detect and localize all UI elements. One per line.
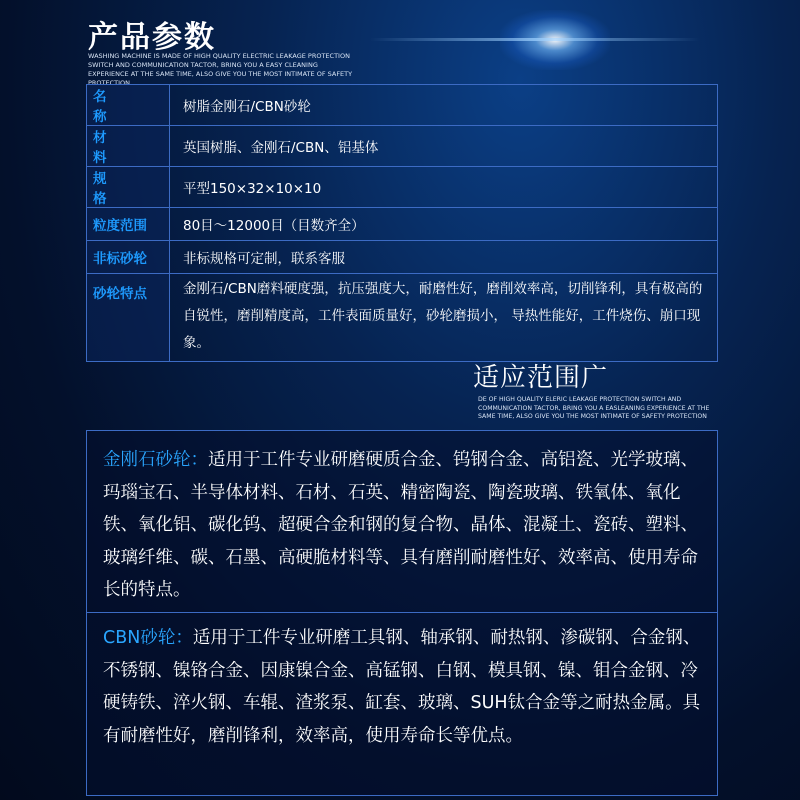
param-value: 平型150×32×10×10 (170, 167, 718, 208)
table-row (87, 241, 718, 274)
params-table (86, 84, 718, 362)
page-subtitle: WASHING MACHINE IS MADE OF HIGH QUALITY ELECTRIC LEAKAGE PROTECTION SWITCH AND COMMUNICATION TACTOR, BRING YOU A EASY CLEANING EXPERIENCE AT THE SAME TIME, ALSO GIVE YOU THE MOST INTIMATE OF SAFETY PROTECTION (88, 52, 353, 87)
cbn-wheel-label: CBN砂轮： (103, 628, 193, 648)
table-row (87, 85, 718, 126)
param-key: 非标砂轮 (87, 241, 170, 274)
param-key: 材料 (87, 126, 170, 167)
table-row (87, 274, 718, 362)
cbn-wheel-box (86, 613, 718, 796)
cbn-wheel-description: 适用于工件专业研磨工具钢、轴承钢、耐热钢、渗碳钢、合金钢、不锈钢、镍铬合金、因康镍合金、高锰钢、白钢、模具钢、镍、钼合金钢、冷硬铸铁、淬火钢、车辊、渣浆泵、缸套、玻璃、SUH钛合金等之耐热金属。具有耐磨性好，磨削锋利，效率高，使用寿命长等优点。 (103, 628, 701, 746)
param-value: 金刚石/CBN磨料硬度强，抗压强度大，耐磨性好，磨削效率高，切削锋利，具有极高的自锐性，磨削精度高，工件表面质量好，砂轮磨损小， 导热性能好，工件烧伤、崩口现象。 (170, 274, 718, 362)
table-row (87, 167, 718, 208)
param-value: 树脂金刚石/CBN砂轮 (170, 85, 718, 126)
cbn-wheel-text (103, 622, 703, 752)
param-key: 名称 (87, 85, 170, 126)
table-row (87, 126, 718, 167)
light-flare (370, 38, 700, 41)
diamond-wheel-label: 金刚石砂轮： (103, 450, 208, 470)
page-title: 产品参数 (88, 20, 216, 55)
param-key: 粒度范围 (87, 208, 170, 241)
param-value: 非标规格可定制，联系客服 (170, 241, 718, 274)
param-value: 80目～12000目（目数齐全） (170, 208, 718, 241)
diamond-wheel-description: 适用于工件专业研磨硬质合金、钨钢合金、高铝瓷、光学玻璃、玛瑙宝石、半导体材料、石材、石英、精密陶瓷、陶瓷玻璃、铁氧体、氧化铁、氧化铝、碳化钨、超硬合金和钢的复合物、晶体、混凝土、瓷砖、塑料、玻璃纤维、碳、石墨、高硬脆材料等、具有磨削耐磨性好、效率高、使用寿命长的特点。 (103, 450, 698, 600)
diamond-wheel-text (103, 444, 703, 607)
diamond-wheel-box (86, 430, 718, 613)
table-row (87, 208, 718, 241)
section-title: 适应范围广 (473, 363, 609, 393)
section-subtitle: DE OF HIGH QUALITY ELERIC LEAKAGE PROTECTION SWITCH AND COMMUNICATION TACTOR, BRING YOU A EASLEANING EXPERIENCE AT THE SAME TIME, ALSO GIVE YOU THE MOST INTIMATE OF SAFETY PROTECTION (478, 396, 710, 420)
param-value: 英国树脂、金刚石/CBN、铝基体 (170, 126, 718, 167)
param-key: 规格 (87, 167, 170, 208)
param-key: 砂轮特点 (87, 274, 170, 362)
